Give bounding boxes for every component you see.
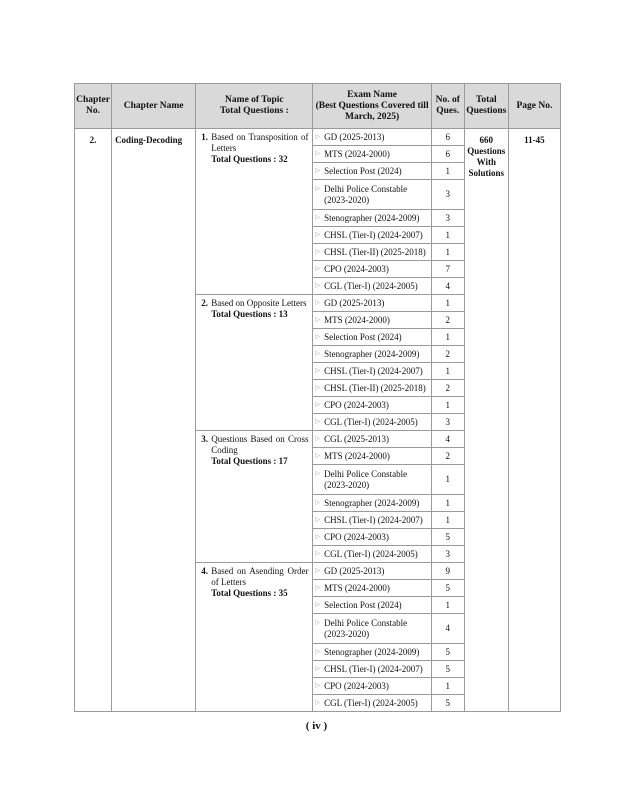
question-count: 1 — [431, 329, 464, 346]
exam-name: Selection Post (2024) — [324, 331, 402, 342]
exam-name: MTS (2024-2000) — [324, 148, 390, 159]
question-count: 4 — [431, 614, 464, 644]
bullet-arrow-icon: ▷ — [315, 584, 321, 591]
question-count: 5 — [431, 529, 464, 546]
bullet-arrow-icon: ▷ — [315, 367, 321, 374]
bullet-arrow-icon: ▷ — [315, 601, 321, 608]
exam-name: CGL (Tier-I) (2024-2005) — [324, 548, 418, 559]
exam-name: Stenographer (2024-2009) — [324, 497, 420, 508]
question-count: 1 — [431, 465, 464, 495]
question-count: 5 — [431, 580, 464, 597]
exam-name: CHSL (Tier-II) (2025-2018) — [324, 246, 426, 257]
exam-name-cell — [313, 661, 431, 678]
bullet-arrow-icon: ▷ — [315, 699, 321, 706]
exam-name-cell — [313, 563, 431, 580]
question-count: 2 — [431, 448, 464, 465]
exam-name: CHSL (Tier-I) (2024-2007) — [324, 365, 423, 376]
exam-name-cell — [313, 512, 431, 529]
exam-name-cell — [313, 244, 431, 261]
question-count: 2 — [431, 380, 464, 397]
question-count: 4 — [431, 278, 464, 295]
topic-title: Questions Based on Cross Coding — [211, 434, 309, 455]
exam-name-cell — [313, 644, 431, 661]
exam-name-cell — [313, 695, 431, 712]
bullet-arrow-icon: ▷ — [315, 499, 321, 506]
topic-title: Based on Opposite Letters — [211, 298, 307, 308]
topic-total: Total Questions : 32 — [211, 154, 288, 164]
question-count: 1 — [431, 397, 464, 414]
question-count: 5 — [431, 661, 464, 678]
bullet-arrow-icon: ▷ — [315, 316, 321, 323]
header-total-questions: Total Questions — [464, 84, 508, 129]
exam-name: CHSL (Tier-II) (2025-2018) — [324, 382, 426, 393]
bullet-arrow-icon: ▷ — [315, 470, 321, 477]
question-count: 3 — [431, 180, 464, 210]
question-count: 1 — [431, 295, 464, 312]
exam-name-cell — [313, 414, 431, 431]
bullet-arrow-icon: ▷ — [315, 248, 321, 255]
question-count: 1 — [431, 495, 464, 512]
exam-name: CPO (2024-2003) — [324, 399, 389, 410]
question-count: 1 — [431, 244, 464, 261]
bullet-arrow-icon: ▷ — [315, 333, 321, 340]
bullet-arrow-icon: ▷ — [315, 648, 321, 655]
bullet-arrow-icon: ▷ — [315, 133, 321, 140]
exam-name-cell — [313, 529, 431, 546]
question-count: 1 — [431, 597, 464, 614]
question-count: 5 — [431, 644, 464, 661]
question-count: 3 — [431, 414, 464, 431]
topic-cell — [196, 295, 313, 431]
bullet-arrow-icon: ▷ — [315, 435, 321, 442]
exam-name-cell — [313, 597, 431, 614]
exam-name: CHSL (Tier-I) (2024-2007) — [324, 663, 423, 674]
bullet-arrow-icon: ▷ — [315, 150, 321, 157]
question-count: 6 — [431, 146, 464, 163]
topic-cell — [196, 563, 313, 712]
exam-name-cell — [313, 431, 431, 448]
exam-name: CPO (2024-2003) — [324, 680, 389, 691]
contents-table — [74, 83, 561, 712]
chapter-total-questions: 660 Questions With Solutions — [464, 129, 508, 712]
header-exam — [313, 84, 431, 129]
page-number: ( iv ) — [305, 720, 328, 732]
header-page-no: Page No. — [508, 84, 560, 129]
exam-name-cell — [313, 210, 431, 227]
bullet-arrow-icon: ▷ — [315, 350, 321, 357]
chapter-number: 2. — [75, 129, 112, 712]
exam-name-cell — [313, 227, 431, 244]
question-count: 3 — [431, 210, 464, 227]
bullet-arrow-icon: ▷ — [315, 231, 321, 238]
topic-cell — [196, 431, 313, 563]
exam-name-cell — [313, 146, 431, 163]
exam-name-cell — [313, 163, 431, 180]
question-count: 5 — [431, 695, 464, 712]
header-topic-line2: Total Questions : — [219, 106, 289, 116]
exam-name-cell — [313, 495, 431, 512]
question-count: 7 — [431, 261, 464, 278]
exam-name-cell — [313, 397, 431, 414]
exam-name-cell — [313, 614, 431, 644]
bullet-arrow-icon: ▷ — [315, 418, 321, 425]
table-header-row — [75, 84, 561, 129]
exam-name-cell — [313, 363, 431, 380]
header-no-of-ques: No. of Ques. — [431, 84, 464, 129]
exam-name: Stenographer (2024-2009) — [324, 212, 420, 223]
exam-name-cell — [313, 261, 431, 278]
exam-name-cell — [313, 295, 431, 312]
bullet-arrow-icon: ▷ — [315, 214, 321, 221]
exam-name: Delhi Police Constable (2023-2020) — [324, 468, 408, 490]
exam-name: Selection Post (2024) — [324, 599, 402, 610]
exam-name: Delhi Police Constable (2023-2020) — [324, 617, 408, 639]
header-topic — [196, 84, 313, 129]
bullet-arrow-icon: ▷ — [315, 516, 321, 523]
bullet-arrow-icon: ▷ — [315, 619, 321, 626]
exam-name-cell — [313, 380, 431, 397]
exam-name: GD (2025-2013) — [324, 565, 385, 576]
bullet-arrow-icon: ▷ — [315, 384, 321, 391]
header-exam-line2: (Best Questions Covered till March, 2025) — [315, 100, 429, 122]
bullet-arrow-icon: ▷ — [315, 282, 321, 289]
exam-name: MTS (2024-2000) — [324, 450, 390, 461]
exam-name-cell — [313, 448, 431, 465]
bullet-arrow-icon: ▷ — [315, 665, 321, 672]
topic-number: 2. — [201, 298, 208, 308]
exam-name-cell — [313, 129, 431, 146]
question-count: 3 — [431, 546, 464, 563]
table-body — [75, 129, 561, 712]
topic-total: Total Questions : 35 — [211, 588, 288, 598]
bullet-arrow-icon: ▷ — [315, 265, 321, 272]
question-count: 9 — [431, 563, 464, 580]
exam-name: CGL (Tier-I) (2024-2005) — [324, 280, 418, 291]
topic-total: Total Questions : 13 — [211, 309, 288, 319]
question-count: 1 — [431, 678, 464, 695]
bullet-arrow-icon: ▷ — [315, 682, 321, 689]
exam-name-cell — [313, 546, 431, 563]
question-count: 6 — [431, 129, 464, 146]
header-chapter-no: Chapter No. — [75, 84, 112, 129]
exam-name-cell — [313, 180, 431, 210]
chapter-name: Coding-Decoding — [112, 129, 196, 712]
exam-name: CHSL (Tier-I) (2024-2007) — [324, 514, 423, 525]
topic-cell — [196, 129, 313, 295]
topic-number: 4. — [201, 566, 208, 576]
exam-name: Delhi Police Constable (2023-2020) — [324, 183, 408, 205]
exam-name-cell — [313, 312, 431, 329]
bullet-arrow-icon: ▷ — [315, 550, 321, 557]
table-row — [75, 129, 561, 146]
question-count: 1 — [431, 512, 464, 529]
exam-name-cell — [313, 329, 431, 346]
bullet-arrow-icon: ▷ — [315, 452, 321, 459]
exam-name: MTS (2024-2000) — [324, 582, 390, 593]
question-count: 1 — [431, 163, 464, 180]
chapter-page-range: 11-45 — [508, 129, 560, 712]
exam-name-cell — [313, 465, 431, 495]
exam-name: MTS (2024-2000) — [324, 314, 390, 325]
exam-name: CHSL (Tier-I) (2024-2007) — [324, 229, 423, 240]
exam-name: GD (2025-2013) — [324, 297, 385, 308]
exam-name-cell — [313, 346, 431, 363]
question-count: 2 — [431, 312, 464, 329]
exam-name: CGL (Tier-I) (2024-2005) — [324, 416, 418, 427]
exam-name: CPO (2024-2003) — [324, 531, 389, 542]
question-count: 2 — [431, 346, 464, 363]
question-count: 4 — [431, 431, 464, 448]
topic-title: Based on Transposition of Letters — [211, 132, 309, 153]
header-topic-line1: Name of Topic — [225, 95, 284, 105]
exam-name: Selection Post (2024) — [324, 165, 402, 176]
question-count: 1 — [431, 227, 464, 244]
bullet-arrow-icon: ▷ — [315, 567, 321, 574]
bullet-arrow-icon: ▷ — [315, 299, 321, 306]
exam-name: GD (2025-2013) — [324, 131, 385, 142]
topic-number: 1. — [201, 132, 208, 142]
header-exam-line1: Exam Name — [347, 89, 398, 100]
question-count: 1 — [431, 363, 464, 380]
bullet-arrow-icon: ▷ — [315, 533, 321, 540]
exam-name-cell — [313, 678, 431, 695]
bullet-arrow-icon: ▷ — [315, 167, 321, 174]
bullet-arrow-icon: ▷ — [315, 401, 321, 408]
header-chapter-name: Chapter Name — [112, 84, 196, 129]
exam-name-cell — [313, 580, 431, 597]
exam-name: CGL (Tier-I) (2024-2005) — [324, 697, 418, 708]
bullet-arrow-icon: ▷ — [315, 185, 321, 192]
exam-name-cell — [313, 278, 431, 295]
exam-name: Stenographer (2024-2009) — [324, 646, 420, 657]
exam-name: CPO (2024-2003) — [324, 263, 389, 274]
topic-total: Total Questions : 17 — [211, 456, 288, 466]
topic-title: Based on Asending Order of Letters — [211, 566, 309, 587]
exam-name: CGL (2025-2013) — [324, 433, 390, 444]
topic-number: 3. — [201, 434, 208, 444]
exam-name: Stenographer (2024-2009) — [324, 348, 420, 359]
